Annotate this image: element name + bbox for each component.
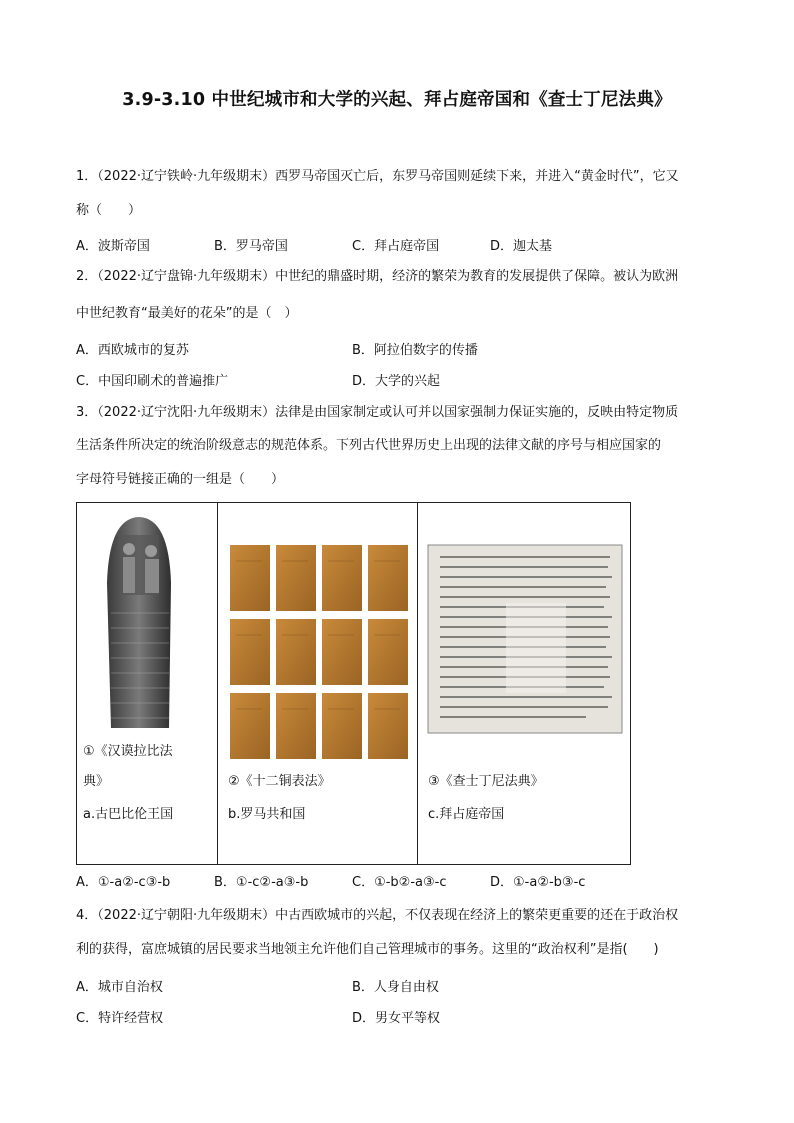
q4-option-b[interactable]: B．人身自由权 bbox=[352, 980, 439, 995]
q4-option-a[interactable]: A．城市自治权 bbox=[76, 980, 163, 995]
q4-option-c[interactable]: C．特许经营权 bbox=[76, 1011, 164, 1026]
q4-stem-line2: 利的获得，富庶城镇的居民要求当地领主允许他们自己管理城市的事务。这里的“政治权利”是指( ) bbox=[76, 942, 659, 957]
q3-stem-line2: 生活条件所决定的统治阶级意志的规范体系。下列古代世界历史上出现的法律文献的序号与相应国家的 bbox=[76, 438, 662, 453]
q1-stem-line2: 称（ ） bbox=[76, 203, 142, 218]
q1-option-a[interactable]: A．波斯帝国 bbox=[76, 239, 150, 254]
q4-stem-line1: 4．（2022·辽宁朝阳·九年级期末）中古西欧城市的兴起，不仅表现在经济上的繁荣更重要的还在于政治权 bbox=[76, 908, 679, 923]
q3-country-a: a.古巴比伦王国 bbox=[83, 807, 174, 822]
q2-stem-line1: 2．（2022·辽宁盘锦·九年级期末）中世纪的鼎盛时期，经济的繁荣为教育的发展提供了保障。被认为欧洲 bbox=[76, 269, 679, 284]
page-title: 3.9-3.10 中世纪城市和大学的兴起、拜占庭帝国和《查士丁尼法典》 bbox=[122, 90, 672, 110]
q2-option-b[interactable]: B．阿拉伯数字的传播 bbox=[352, 343, 478, 358]
q1-stem-line1: 1．（2022·辽宁铁岭·九年级期末）西罗马帝国灭亡后，东罗马帝国则延续下来，并进入“黄金时代”，它又 bbox=[76, 169, 679, 184]
q3-stem-line3: 字母符号链接正确的一组是（ ） bbox=[76, 472, 285, 487]
q4-option-d[interactable]: D．男女平等权 bbox=[352, 1011, 441, 1026]
q3-country-c: c.拜占庭帝国 bbox=[428, 807, 505, 822]
q2-option-c[interactable]: C．中国印刷术的普遍推广 bbox=[76, 374, 229, 389]
q3-cell-twelve-tables bbox=[218, 503, 418, 865]
q3-caption-3: ③《查士丁尼法典》 bbox=[428, 774, 544, 789]
q3-figure-table bbox=[76, 502, 631, 865]
q2-option-a[interactable]: A．西欧城市的复苏 bbox=[76, 343, 189, 358]
twelve-tables-image bbox=[226, 541, 412, 763]
q3-country-b: b.罗马共和国 bbox=[228, 807, 306, 822]
q2-stem-line2: 中世纪教育“最美好的花朵”的是（ ） bbox=[76, 306, 298, 321]
hammurabi-stele-image bbox=[89, 513, 189, 733]
q1-option-b[interactable]: B．罗马帝国 bbox=[214, 239, 288, 254]
q3-option-d[interactable]: D．①-a②-b③-c bbox=[490, 875, 586, 890]
justinian-code-manuscript-image bbox=[426, 543, 626, 735]
q3-caption-1-line1: ①《汉谟拉比法 bbox=[83, 744, 173, 759]
q3-option-c[interactable]: C．①-b②-a③-c bbox=[352, 875, 447, 890]
q3-stem-line1: 3．（2022·辽宁沈阳·九年级期末）法律是由国家制定或认可并以国家强制力保证实施的，反映由特定物质 bbox=[76, 405, 679, 420]
q3-caption-2: ②《十二铜表法》 bbox=[228, 774, 331, 789]
q3-caption-1-line2: 典》 bbox=[83, 774, 110, 789]
q3-option-b[interactable]: B．①-c②-a③-b bbox=[214, 875, 309, 890]
q1-option-d[interactable]: D．迦太基 bbox=[490, 239, 553, 254]
q3-cell-hammurabi bbox=[77, 503, 218, 865]
q2-option-d[interactable]: D．大学的兴起 bbox=[352, 374, 441, 389]
q1-option-c[interactable]: C．拜占庭帝国 bbox=[352, 239, 440, 254]
q3-option-a[interactable]: A．①-a②-c③-b bbox=[76, 875, 171, 890]
q3-cell-justinian bbox=[418, 503, 631, 865]
